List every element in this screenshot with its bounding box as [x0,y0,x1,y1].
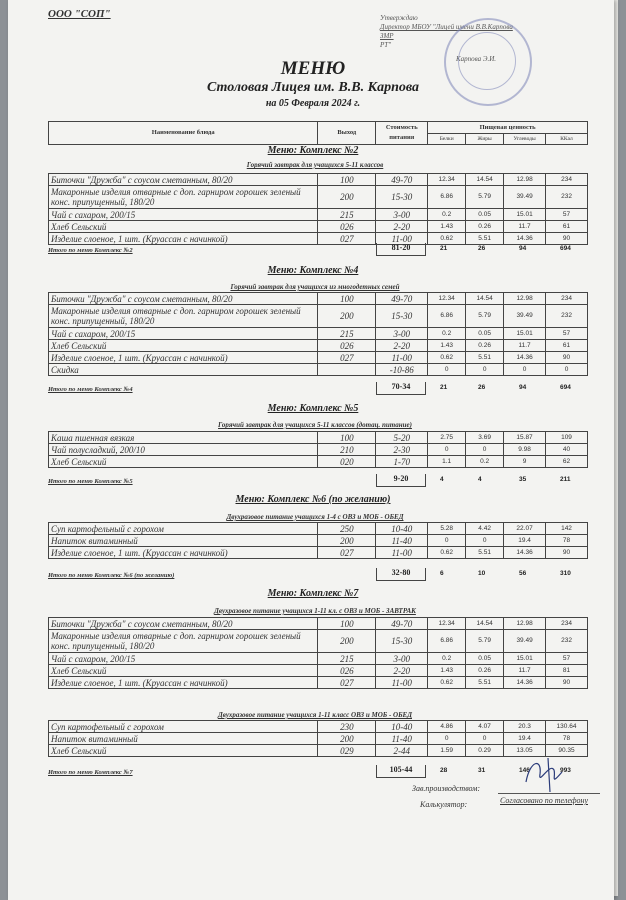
menu-row [49,174,588,186]
dish-kcal: 57 [546,653,588,665]
dish-name: Напиток витаминный [49,733,318,745]
dish-carbs: 12.98 [504,293,546,305]
signature-mark [520,752,570,796]
menu-row [49,186,588,209]
section-subtitle: Горячий завтрак для учащихся из многодетных семей [230,283,400,291]
dish-name: Изделие слоеное, 1 шт. (Круассан с начинкой) [49,547,318,559]
header-kcal: ККал [546,134,588,145]
section-subtitle-2: Двухразовое питание учащихся 1-11 класс ОВЗ и МОБ - ОБЕД [217,711,412,719]
section-total-k: 211 [560,476,571,483]
section-subtitle: Двухразовое питание учащихся 1-4 с ОВЗ и МОБ - ОБЕД [226,513,404,521]
dish-carbs: 13.05 [504,745,546,757]
menu-row [49,535,588,547]
dish-fats: 0.29 [466,745,504,757]
dish-carbs: 39.49 [504,305,546,328]
dish-output: 215 [318,209,376,221]
dish-carbs: 14.36 [504,677,546,689]
section-total-k: 694 [560,245,571,252]
menu-row [49,432,588,444]
dish-output: 027 [318,677,376,689]
dish-fats: 5.51 [466,352,504,364]
dish-kcal: 78 [546,733,588,745]
section-subtitle: Горячий завтрак для учащихся 5-11 классов (дотац. питание) [218,421,412,429]
section-total-f: 26 [478,245,486,252]
dish-name: Макаронные изделия отварные с доп. гарниром горошек зеленый конс. припущенный, 180/20 [49,630,318,653]
dish-output: 026 [318,221,376,233]
dish-name: Чай с сахаром, 200/15 [49,328,318,340]
organization-name: ООО "СОП" [48,8,111,20]
dish-proteins: 1.43 [428,340,466,352]
dish-carbs: 15.01 [504,328,546,340]
section-subtitle: Горячий завтрак для учащихся 5-11 классов [246,161,384,169]
dish-output: 020 [318,456,376,468]
section-total-label: Итого по меню Комплекс №6 (по желанию) [48,572,175,579]
dish-output: 027 [318,547,376,559]
dish-name: Хлеб Сельский [49,665,318,677]
dish-name: Напиток витаминный [49,535,318,547]
dish-kcal: 57 [546,328,588,340]
section-title: Меню: Комплекс №7 [267,588,359,599]
dish-output: 027 [318,352,376,364]
dish-fats: 0 [466,444,504,456]
section-total-c: 146 [519,767,530,774]
dish-name: Биточки "Дружба" с соусом сметанным, 80/20 [49,293,318,305]
section-total-label: Итого по меню Комплекс №5 [48,478,133,485]
header-output: Выход [318,122,376,145]
dish-price: 49-70 [376,174,428,186]
dish-kcal: 81 [546,665,588,677]
dish-fats: 0.2 [466,456,504,468]
section-total-p: 6 [440,570,444,577]
section-total-f: 4 [478,476,482,483]
menu-row [49,721,588,733]
dish-output: 100 [318,618,376,630]
dish-kcal: 61 [546,340,588,352]
section-total-p: 21 [440,245,448,252]
dish-carbs: 39.49 [504,630,546,653]
dish-carbs: 11.7 [504,340,546,352]
section-total-price: 105-44 [376,765,426,778]
dish-carbs: 20.3 [504,721,546,733]
dish-carbs: 11.7 [504,221,546,233]
dish-price: 2-20 [376,340,428,352]
dish-fats: 3.69 [466,432,504,444]
dish-kcal: 90 [546,547,588,559]
dish-fats: 0.26 [466,221,504,233]
dish-kcal: 78 [546,535,588,547]
dish-proteins: 1.43 [428,221,466,233]
menu-date: на 05 Февраля 2024 г. [265,98,361,109]
dish-proteins: 0.62 [428,677,466,689]
dish-kcal: 90 [546,352,588,364]
header-nutrition: Пищевая ценность [428,122,588,134]
production-label: Зав.производством: [412,784,481,793]
dish-fats: 14.54 [466,618,504,630]
dish-price: 11-00 [376,233,428,245]
dish-price: 15-30 [376,186,428,209]
dish-kcal: 232 [546,630,588,653]
dish-output: 200 [318,733,376,745]
dish-proteins: 0 [428,733,466,745]
section-total-label: Итого по меню Комплекс №4 [48,386,133,393]
dish-proteins: 6.86 [428,305,466,328]
dish-kcal: 61 [546,221,588,233]
calculator-value: Согласовано по телефону [500,796,588,805]
dish-price: 11-00 [376,352,428,364]
dish-carbs: 22.07 [504,523,546,535]
dish-carbs: 9.98 [504,444,546,456]
section-total-price: 32-80 [376,568,426,581]
dish-name: Изделие слоеное, 1 шт. (Круассан с начинкой) [49,233,318,245]
section-total-price: 81-20 [376,243,426,256]
calculator-label: Калькулятор: [420,800,468,809]
dish-price: 2-44 [376,745,428,757]
approval-signed-name: Карпова Э.И. [456,55,497,63]
dish-price: 10-40 [376,523,428,535]
dish-kcal: 234 [546,618,588,630]
dish-output: 230 [318,721,376,733]
dish-price: 5-20 [376,432,428,444]
dish-carbs: 19.4 [504,535,546,547]
menu-row [49,677,588,689]
approval-line-1: Утверждаю [380,14,418,22]
dish-fats: 5.79 [466,305,504,328]
approval-line-3: РТ" [380,41,392,49]
dish-output: 200 [318,535,376,547]
dish-price: 2-30 [376,444,428,456]
dish-fats: 0 [466,733,504,745]
dish-proteins: 0.62 [428,233,466,245]
section-total-c: 56 [519,570,527,577]
section-subtitle: Двухразовое питание учащихся 1-11 кл. с ОВЗ и МОБ - ЗАВТРАК [214,607,416,615]
menu-row [49,233,588,245]
dish-name: Хлеб Сельский [49,221,318,233]
dish-price: -10-86 [376,364,428,376]
dish-proteins: 1.1 [428,456,466,468]
approval-line-2: Директор МБОУ "Лицей имени В.В.Карпова ЗМР [380,23,513,40]
dish-fats: 14.54 [466,293,504,305]
dish-name: Изделие слоеное, 1 шт. (Круассан с начинкой) [49,677,318,689]
section-table [48,173,588,245]
dish-output: 100 [318,432,376,444]
dish-name: Макаронные изделия отварные с доп. гарниром горошек зеленый конс. припущенный, 180/20 [49,186,318,209]
dish-output: 200 [318,186,376,209]
section-total-f: 26 [478,384,486,391]
dish-carbs: 0 [504,364,546,376]
dish-proteins: 2.75 [428,432,466,444]
dish-output: 100 [318,174,376,186]
dish-name: Суп картофельный с горохом [49,523,318,535]
dish-name: Хлеб Сельский [49,456,318,468]
dish-kcal: 62 [546,456,588,468]
column-header-table [48,121,588,145]
dish-name: Биточки "Дружба" с соусом сметанным, 80/20 [49,618,318,630]
dish-kcal: 234 [546,293,588,305]
menu-row [49,328,588,340]
dish-fats: 0.26 [466,665,504,677]
dish-kcal: 90 [546,233,588,245]
dish-price: 11-00 [376,677,428,689]
section-total-f: 10 [478,570,486,577]
dish-fats: 5.51 [466,677,504,689]
dish-output: 026 [318,665,376,677]
header-carbs: Углеводы [504,134,546,145]
section-total-p: 4 [440,476,444,483]
dish-proteins: 6.86 [428,630,466,653]
dish-price: 15-30 [376,630,428,653]
section-total-p: 28 [440,767,448,774]
section-total-label: Итого по меню Комплекс №7 [48,769,133,776]
dish-kcal: 130.64 [546,721,588,733]
dish-name: Каша пшенная вязкая [49,432,318,444]
dish-price: 3-00 [376,653,428,665]
section-table [48,522,588,559]
header-fats: Жиры [466,134,504,145]
dish-kcal: 40 [546,444,588,456]
dish-name: Чай полусладкий, 200/10 [49,444,318,456]
dish-price: 11-40 [376,535,428,547]
dish-output: 027 [318,233,376,245]
dish-kcal: 232 [546,305,588,328]
dish-kcal: 109 [546,432,588,444]
section-total-k: 694 [560,384,571,391]
dish-proteins: 0 [428,535,466,547]
dish-carbs: 39.49 [504,186,546,209]
dish-proteins: 6.86 [428,186,466,209]
dish-fats: 5.79 [466,186,504,209]
menu-row [49,305,588,328]
dish-carbs: 9 [504,456,546,468]
dish-fats: 0.05 [466,653,504,665]
dish-price: 49-70 [376,293,428,305]
dish-kcal: 90.35 [546,745,588,757]
menu-row [49,456,588,468]
menu-row [49,665,588,677]
dish-proteins: 0 [428,364,466,376]
dish-proteins: 0.62 [428,352,466,364]
dish-output: 100 [318,293,376,305]
dish-kcal: 57 [546,209,588,221]
dish-name: Биточки "Дружба" с соусом сметанным, 80/20 [49,174,318,186]
dish-price: 2-20 [376,665,428,677]
header-name: Наименование блюда [49,122,318,145]
menu-row [49,340,588,352]
menu-row [49,630,588,653]
dish-carbs: 12.98 [504,174,546,186]
dish-kcal: 234 [546,174,588,186]
dish-fats: 14.54 [466,174,504,186]
page-title: МЕНЮ [280,58,346,79]
dish-proteins: 0 [428,444,466,456]
dish-proteins: 12.34 [428,293,466,305]
dish-price: 11-40 [376,733,428,745]
section-total-c: 35 [519,476,527,483]
menu-row [49,444,588,456]
menu-row [49,745,588,757]
dish-name: Скидка [49,364,318,376]
dish-kcal: 0 [546,364,588,376]
dish-price: 1-70 [376,456,428,468]
section-table-2 [48,720,588,757]
dish-output: 215 [318,328,376,340]
dish-fats: 0.26 [466,340,504,352]
header-price: Стоимость питания [376,122,428,145]
section-table [48,292,588,376]
menu-row [49,653,588,665]
dish-proteins: 0.2 [428,209,466,221]
dish-output: 210 [318,444,376,456]
dish-fats: 0.05 [466,209,504,221]
menu-row [49,221,588,233]
dish-fats: 4.42 [466,523,504,535]
section-total-price: 70-34 [376,382,426,395]
dish-proteins: 4.86 [428,721,466,733]
dish-output: 200 [318,305,376,328]
cafeteria-name: Столовая Лицея им. В.В. Карпова [206,80,420,95]
dish-price: 49-70 [376,618,428,630]
dish-carbs: 12.98 [504,618,546,630]
dish-output: 200 [318,630,376,653]
dish-proteins: 0.62 [428,547,466,559]
section-title: Меню: Комплекс №2 [267,145,359,156]
section-total-price: 9-20 [376,474,426,487]
dish-name: Макаронные изделия отварные с доп. гарниром горошек зеленый конс. припущенный, 180/20 [49,305,318,328]
dish-carbs: 11.7 [504,665,546,677]
dish-kcal: 142 [546,523,588,535]
dish-fats: 0.05 [466,328,504,340]
dish-name: Хлеб Сельский [49,340,318,352]
dish-proteins: 1.43 [428,665,466,677]
dish-proteins: 1.59 [428,745,466,757]
dish-output: 026 [318,340,376,352]
dish-proteins: 5.28 [428,523,466,535]
dish-proteins: 12.34 [428,618,466,630]
section-total-label: Итого по меню Комплекс №2 [48,247,133,254]
section-table [48,431,588,468]
dish-carbs: 15.01 [504,653,546,665]
dish-name: Суп картофельный с горохом [49,721,318,733]
dish-proteins: 12.34 [428,174,466,186]
menu-row [49,352,588,364]
menu-row [49,523,588,535]
dish-price: 11-00 [376,547,428,559]
dish-name: Изделие слоеное, 1 шт. (Круассан с начинкой) [49,352,318,364]
dish-kcal: 232 [546,186,588,209]
dish-proteins: 0.2 [428,328,466,340]
section-total-f: 31 [478,767,486,774]
section-total-k: 993 [560,767,571,774]
section-total-p: 21 [440,384,448,391]
dish-name: Хлеб Сельский [49,745,318,757]
dish-name: Чай с сахаром, 200/15 [49,209,318,221]
dish-output: 029 [318,745,376,757]
dish-fats: 5.51 [466,547,504,559]
dish-carbs: 15.01 [504,209,546,221]
dish-price: 3-00 [376,209,428,221]
section-total-c: 94 [519,245,527,252]
dish-fats: 5.51 [466,233,504,245]
dish-output [318,364,376,376]
dish-name: Чай с сахаром, 200/15 [49,653,318,665]
dish-proteins: 0.2 [428,653,466,665]
section-table [48,617,588,689]
dish-fats: 0 [466,364,504,376]
dish-output: 250 [318,523,376,535]
dish-fats: 4.07 [466,721,504,733]
dish-carbs: 15.87 [504,432,546,444]
dish-output: 215 [318,653,376,665]
dish-carbs: 14.36 [504,233,546,245]
section-total-k: 310 [560,570,571,577]
dish-carbs: 14.36 [504,547,546,559]
header-proteins: Белки [428,134,466,145]
section-title: Меню: Комплекс №6 (по желанию) [235,494,391,505]
dish-fats: 0 [466,535,504,547]
dish-price: 15-30 [376,305,428,328]
dish-kcal: 90 [546,677,588,689]
dish-fats: 5.79 [466,630,504,653]
dish-price: 2-20 [376,221,428,233]
dish-carbs: 14.36 [504,352,546,364]
menu-row [49,364,588,376]
menu-row [49,733,588,745]
section-total-c: 94 [519,384,527,391]
menu-row [49,209,588,221]
dish-carbs: 19.4 [504,733,546,745]
dish-price: 3-00 [376,328,428,340]
menu-row [49,293,588,305]
menu-row [49,547,588,559]
dish-price: 10-40 [376,721,428,733]
section-title: Меню: Комплекс №5 [267,403,359,414]
section-title: Меню: Комплекс №4 [267,265,359,276]
menu-row [49,618,588,630]
